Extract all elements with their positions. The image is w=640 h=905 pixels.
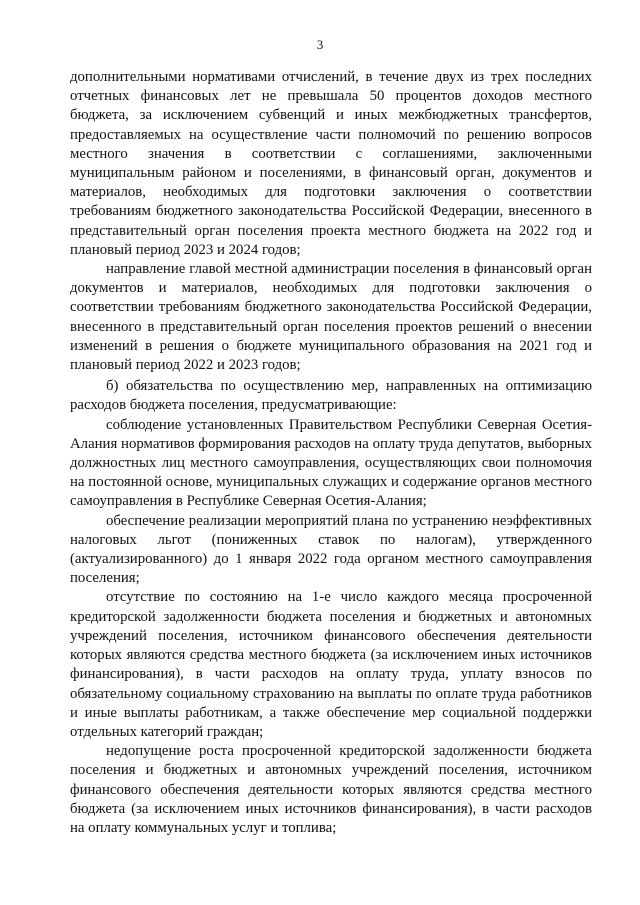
page-number: 3	[316, 37, 324, 52]
paragraph-obligations-b: б) обязательства по осуществлению мер, направленных на оптимизацию расходов бюджета поселения, предусматривающие:	[70, 378, 592, 414]
paragraph-document-submission: направление главой местной администрации поселения в финансовый орган документов и материалов, необходимых для подготовки заключения о соответствии требованиям бюджетного законодательства Российской Федерации, внесенного в представительный орган поселения проектов решений о внесении изменений в решения о бюджете муниципального образования на 2021 год и плановый период 2022 и 2023 годов;	[70, 261, 592, 374]
paragraph-payroll-norms: соблюдение установленных Правительством Республики Северная Осетия-Алания нормативов формирования расходов на оплату труда депутатов, выборных должностных лиц местного самоуправления, осуществляющих свои полномочия на постоянной основе, муниципальных служащих и содержание органов местного самоуправления в Республике Северная Осетия-Алания;	[70, 416, 592, 510]
paragraph-tax-benefits: обеспечение реализации мероприятий плана по устранению неэффективных налоговых льгот (пониженных ставок по налогам), утвержденного (актуализированного) до 1 января 2022 года органом местного самоуправления поселения;	[70, 512, 592, 587]
paragraph-utilities-debt: недопущение роста просроченной кредиторской задолженности бюджета поселения и бюджетных и автономных учреждений поселения, источником финансового обеспечения деятельности которых являются средства местного бюджета (за исключением иных источников финансирования), в части расходов на оплату коммунальных услуг и топлива;	[70, 743, 592, 836]
paragraph-continuation: дополнительными нормативами отчислений, в течение двух из трех последних отчетных финансовых лет не превышала 50 процентов доходов местного бюджета, за исключением субвенций и иных межбюджетных трансфертов, предоставляемых на осуществление части полномочий по решению вопросов местного значения в соответствии с соглашениями, заключенными муниципальным районом и поселениями, в финансовый орган, документов и материалов, необходимых для подготовки заключения о соответствии требованиям бюджетного законодательства Российской Федерации, внесенного в представительный орган поселения проекта местного бюджета на 2022 год и плановый период 2023 и 2024 годов;	[70, 69, 592, 258]
paragraph-no-overdue-debt: отсутствие по состоянию на 1-е число каждого месяца просроченной кредиторской задолженности бюджета поселения и бюджетных и автономных учреждений поселения, источником финансового обеспечения деятельности которых являются средства местного бюджета (за исключением иных источников финансирования), в части расходов на оплату труда, уплату взносов по обязательному социальному страхованию на выплаты по оплате труда работников и иные выплаты работникам, а также обеспечение мер социальной поддержки отдельных категорий граждан;	[70, 589, 592, 740]
document-body	[70, 68, 592, 838]
